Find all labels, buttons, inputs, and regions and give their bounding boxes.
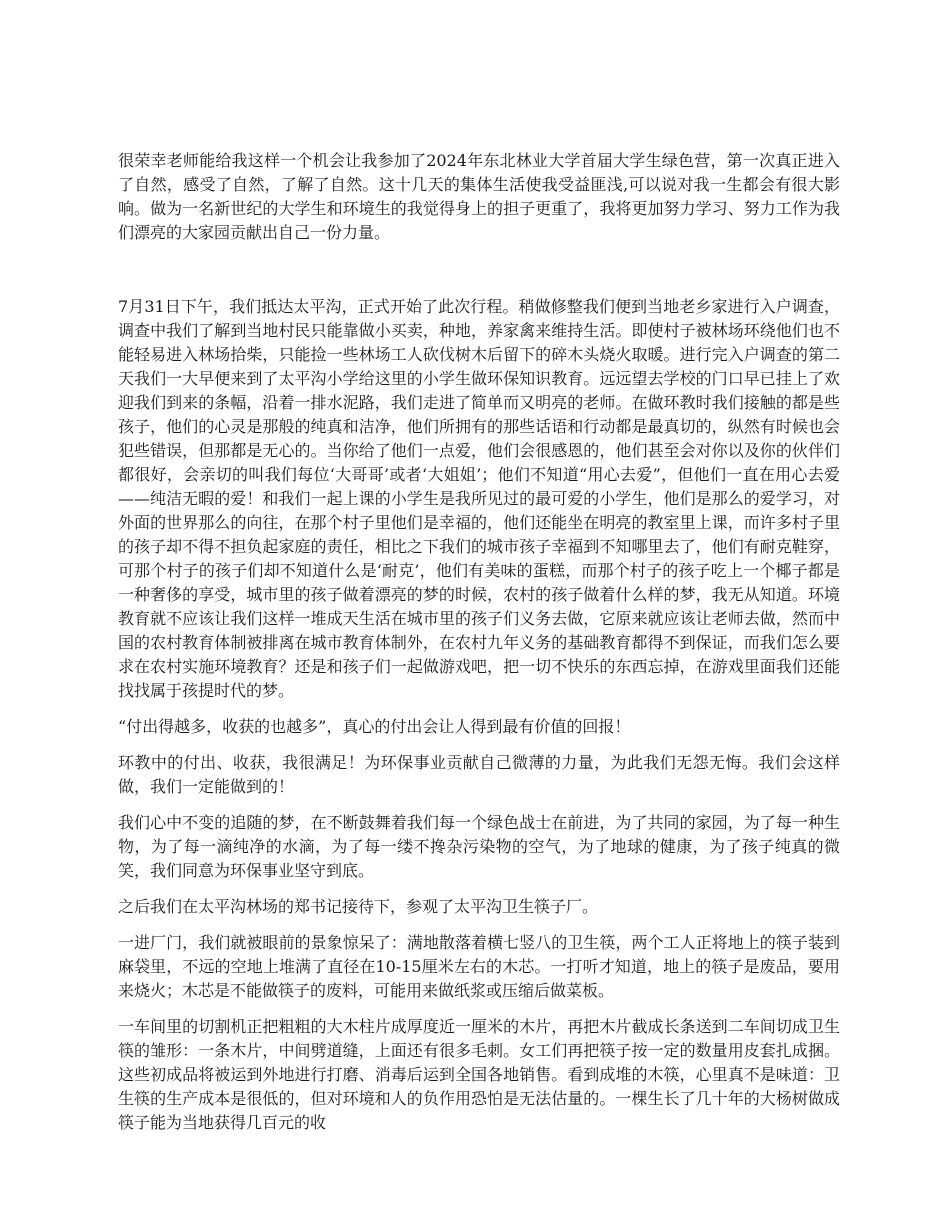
paragraph-workshop: 一车间里的切割机正把粗粗的大木柱片成厚度近一厘米的木片，再把木片截成长条送到二车间切成卫生筷的雏形：一条木片，中间劈道缝，上面还有很多毛刺。女工们再把筷子按一定的数量用皮套扎成捆。这些初成品将被运到外地进行打磨、消毒后运到全国各地销售。看到成堆的木筷，心里真不是味道：卫生筷的生产成本是很低的，但对环境和人的负作用恐怕是无法估量的。一棵生长了几十年的大杨树做成筷子能为当地获得几百元的收 [118, 1017, 840, 1132]
paragraph-factory-visit: 之后我们在太平沟林场的郑书记接待下，参观了太平沟卫生筷子厂。 [118, 897, 599, 916]
paragraph-intro: 很荣幸老师能给我这样一个机会让我参加了2024年东北林业大学首届大学生绿色营，第一次真正进入了自然，感受了自然，了解了自然。这十几天的集体生活使我受益匪浅,可以说对我一生都会有很大影响。做为一名新世纪的大学生和环境生的我觉得身上的担子更重了，我将更加努力学习、努力工作为我们漂亮的大家园贡献出自己一份力量。 [118, 151, 840, 242]
paragraph-quote: “付出得越多，收获的也越多”，真心的付出会让人得到最有价值的回报！ [118, 717, 631, 736]
document-body [118, 149, 840, 1147]
paragraph-factory-gate: 一进厂门，我们就被眼前的景象惊呆了：满地散落着横七竖八的卫生筷，两个工人正将地上的筷子装到麻袋里，不远的空地上堆满了直径在10-15厘米左右的木芯。一打听才知道，地上的筷子是废品，要用来烧火；木芯是不能做筷子的废料，可能用来做纸浆或压缩后做菜板。 [118, 933, 840, 1000]
paragraph-satisfaction: 环教中的付出、收获，我很满足！为环保事业贡献自己微薄的力量，为此我们无怨无悔。我们会这样做，我们一定能做到的！ [118, 753, 840, 796]
paragraph-dream: 我们心中不变的追随的梦，在不断鼓舞着我们每一个绿色战士在前进，为了共同的家园，为了每一种生物，为了每一滴纯净的水滴，为了每一缕不搀杂污染物的空气，为了地球的健康，为了孩子纯真的微笑，我们同意为环保事业坚守到底。 [118, 813, 840, 880]
paragraph-village-visit: 7月31日下午，我们抵达太平沟，正式开始了此次行程。稍做修整我们便到当地老乡家进行入户调查，调查中我们了解到当地村民只能靠做小买卖，种地，养家禽来维持生活。即使村子被林场环绕他们也不能轻易进入林场拾柴，只能捡一些林场工人砍伐树木后留下的碎木头烧火取暖。进行完入户调查的第二天我们一大早便来到了太平沟小学给这里的小学生做环保知识教育。远远望去学校的门口早已挂上了欢迎我们到来的条幅，沿着一排水泥路，我们走进了简单而又明亮的老师。在做环教时我们接触的都是些孩子，他们的心灵是那般的纯真和洁净，他们所拥有的那些话语和行动都是最真切的，纵然有时候也会犯些错误，但那都是无心的。当你给了他们一点爱，他们会很感恩的，他们甚至会对你以及你的伙伴们都很好，会亲切的叫我们每位‘大哥哥’或者‘大姐姐’；他们不知道“用心去爱”，但他们一直在用心去爱——纯洁无暇的爱！和我们一起上课的小学生是我所见过的最可爱的小学生，他们是那么的爱学习，对外面的世界那么的向往，在那个村子里他们是幸福的，他们还能坐在明亮的教室里上课，而许多村子里的孩子却不得不担负起家庭的责任，相比之下我们的城市孩子幸福到不知哪里去了，他们有耐克鞋穿，可那个村子的孩子们却不知道什么是‘耐克’，他们有美味的蛋糕，而那个村子的孩子吃上一个椰子都是一种奢侈的享受，城市里的孩子做着漂亮的梦的时候，农村的孩子做着什么样的梦，我无从知道。环境教育就不应该让我们这样一堆成天生活在城市里的孩子们义务去做，它原来就应该让老师去做，然而中国的农村教育体制被排离在城市教育体制外，在农村九年义务的基础教育都得不到保证，而我们怎么要求在农村实施环境教育？还是和孩子们一起做游戏吧，把一切不快乐的东西忘掉，在游戏里面我们还能找找属于孩提时代的梦。 [118, 297, 840, 700]
